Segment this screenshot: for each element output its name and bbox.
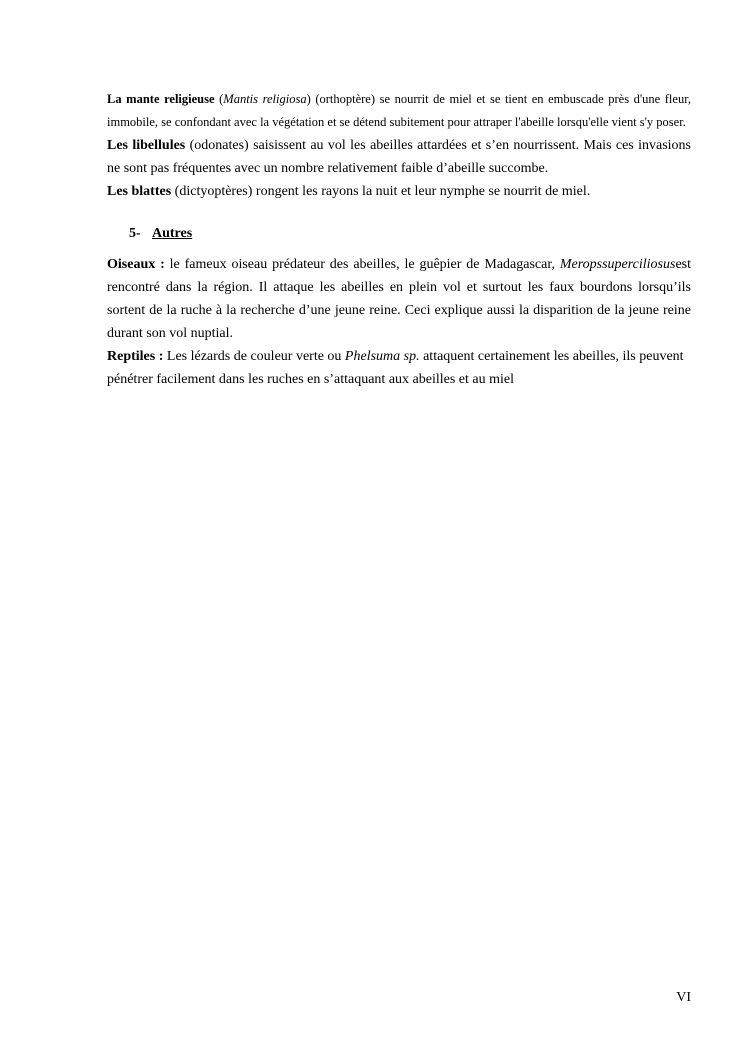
section-heading <box>129 223 691 245</box>
page-number: VI <box>676 990 691 1005</box>
term-reptiles: Reptiles : <box>107 349 164 364</box>
autres-section <box>107 253 691 391</box>
species-name: Mantis religiosa <box>223 92 307 106</box>
paragraph-oiseaux: Oiseaux : le fameux oiseau prédateur des abeilles, le guêpier de Madagascar, Meropssuperciliosusest rencontré dans la région. Il attaque les abeilles en plein vol et surtout les faux bourdons lorsqu’ils sortent de la ruche à la recherche d’une jeune reine. Ceci explique aussi la disparition de la jeune reine durant son vol nuptial. <box>107 257 691 341</box>
section-title: Autres <box>152 226 193 241</box>
paragraph-reptiles: Reptiles : Les lézards de couleur verte ou Phelsuma sp. attaquent certainement les abeilles, ils peuvent pénétrer facilement dans les ruches en s’attaquant aux abeilles et au miel <box>107 349 684 387</box>
paragraph-blattes: Les blattes (dictyoptères) rongent les rayons la nuit et leur nymphe se nourrit de miel. <box>107 184 591 199</box>
term-mante: La mante religieuse <box>107 92 215 106</box>
term-oiseaux: Oiseaux : <box>107 257 165 272</box>
section-number: 5- <box>129 226 141 241</box>
term-libellules: Les libellules <box>107 138 186 153</box>
term-blattes: Les blattes <box>107 184 172 199</box>
species-name: Phelsuma sp. <box>344 349 420 364</box>
paragraph-mante: La mante religieuse (Mantis religiosa) (orthoptère) se nourrit de miel et se tient en embuscade près d'une fleur, immobile, se confondant avec la végétation et se détend subitement pour attraper l'abeille lorsqu'elle vient s'y poser. <box>107 92 691 129</box>
paragraph-libellules: Les libellules (odonates) saisissent au vol les abeilles attardées et s’en nourrissent. Mais ces invasions ne sont pas fréquentes avec un nombre relativement faible d’abeille succombe. <box>107 138 691 176</box>
species-name: Meropssuperciliosus <box>559 257 676 272</box>
page-body <box>107 88 691 391</box>
insects-section <box>107 88 691 203</box>
